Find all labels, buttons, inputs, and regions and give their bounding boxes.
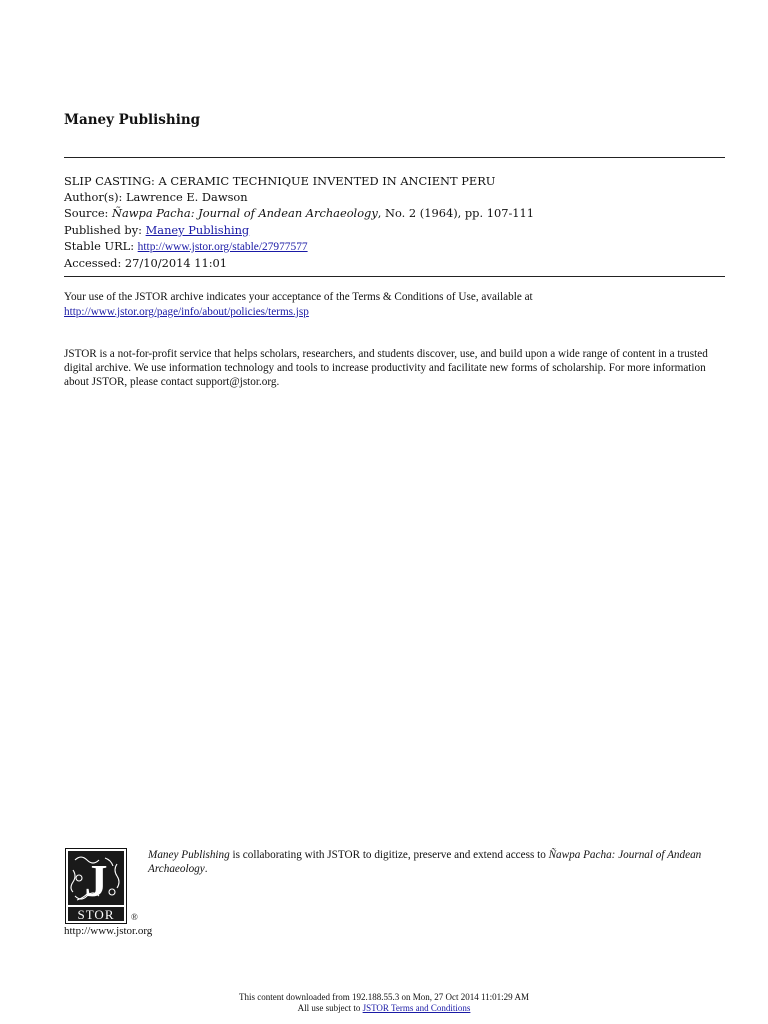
jstor-logo-text: STOR: [77, 907, 115, 922]
registered-mark: ®: [131, 912, 138, 922]
collab-publisher: Maney Publishing: [148, 849, 230, 861]
about-jstor: JSTOR is a not-for-profit service that helps scholars, researchers, and students discover, use, and build upon a wide range of content in a trusted digital archive. We use information technology and tools to increase productivity and facilitate new forms of scholarship. For more information about JSTOR, please contact support@jstor.org.: [64, 348, 708, 389]
footer-terms-line: [0, 1003, 768, 1014]
collaboration-statement: [148, 848, 728, 877]
collab-end: .: [204, 863, 208, 876]
source-journal: Ñawpa Pacha: Journal of Andean Archaeology: [112, 206, 378, 221]
publisher-link[interactable]: Maney Publishing: [145, 222, 250, 237]
accessed-date: 27/10/2014 11:01: [124, 256, 228, 271]
published-line: [64, 222, 724, 238]
jstor-url[interactable]: http://www.jstor.org: [64, 925, 153, 937]
download-footer: [0, 992, 768, 1014]
footer-terms-link[interactable]: JSTOR Terms and Conditions: [362, 1002, 471, 1013]
author-label: Author(s):: [64, 190, 126, 205]
stable-url-link[interactable]: http://www.jstor.org/stable/27977577: [137, 240, 308, 253]
accessed-label: Accessed:: [64, 256, 125, 271]
source-line: [64, 205, 724, 221]
terms-notice: [64, 290, 724, 319]
jstor-logo: [65, 848, 127, 924]
accessed-line: [64, 255, 724, 271]
publisher-heading: Maney Publishing: [64, 112, 201, 128]
footer-terms-prefix: All use subject to: [297, 1002, 363, 1013]
terms-text: Your use of the JSTOR archive indicates your acceptance of the Terms & Conditions of Use, available at: [64, 291, 533, 303]
published-label: Published by:: [64, 222, 146, 237]
jstor-logo-letter: J: [84, 855, 108, 906]
article-metadata: [64, 173, 724, 271]
author-name: Lawrence E. Dawson: [125, 190, 248, 205]
article-title: SLIP CASTING: A CERAMIC TECHNIQUE INVENTED IN ANCIENT PERU: [64, 174, 496, 188]
stable-url-label: Stable URL:: [64, 238, 138, 253]
collab-journal: Ñawpa Pacha: Journal of Andean Archaeology: [148, 849, 702, 876]
collab-middle: is collaborating with JSTOR to digitize, preserve and extend access to: [229, 849, 549, 861]
top-rule: [64, 157, 725, 158]
author-line: [64, 189, 724, 205]
footer-download-line: This content downloaded from 192.188.55.3 on Mon, 27 Oct 2014 11:01:29 AM: [239, 992, 529, 1002]
source-details: , No. 2 (1964), pp. 107-111: [377, 206, 535, 221]
middle-rule: [64, 276, 725, 277]
stable-url-line: [64, 238, 724, 255]
source-label: Source:: [64, 206, 113, 221]
terms-link[interactable]: http://www.jstor.org/page/info/about/policies/terms.jsp: [64, 305, 309, 318]
